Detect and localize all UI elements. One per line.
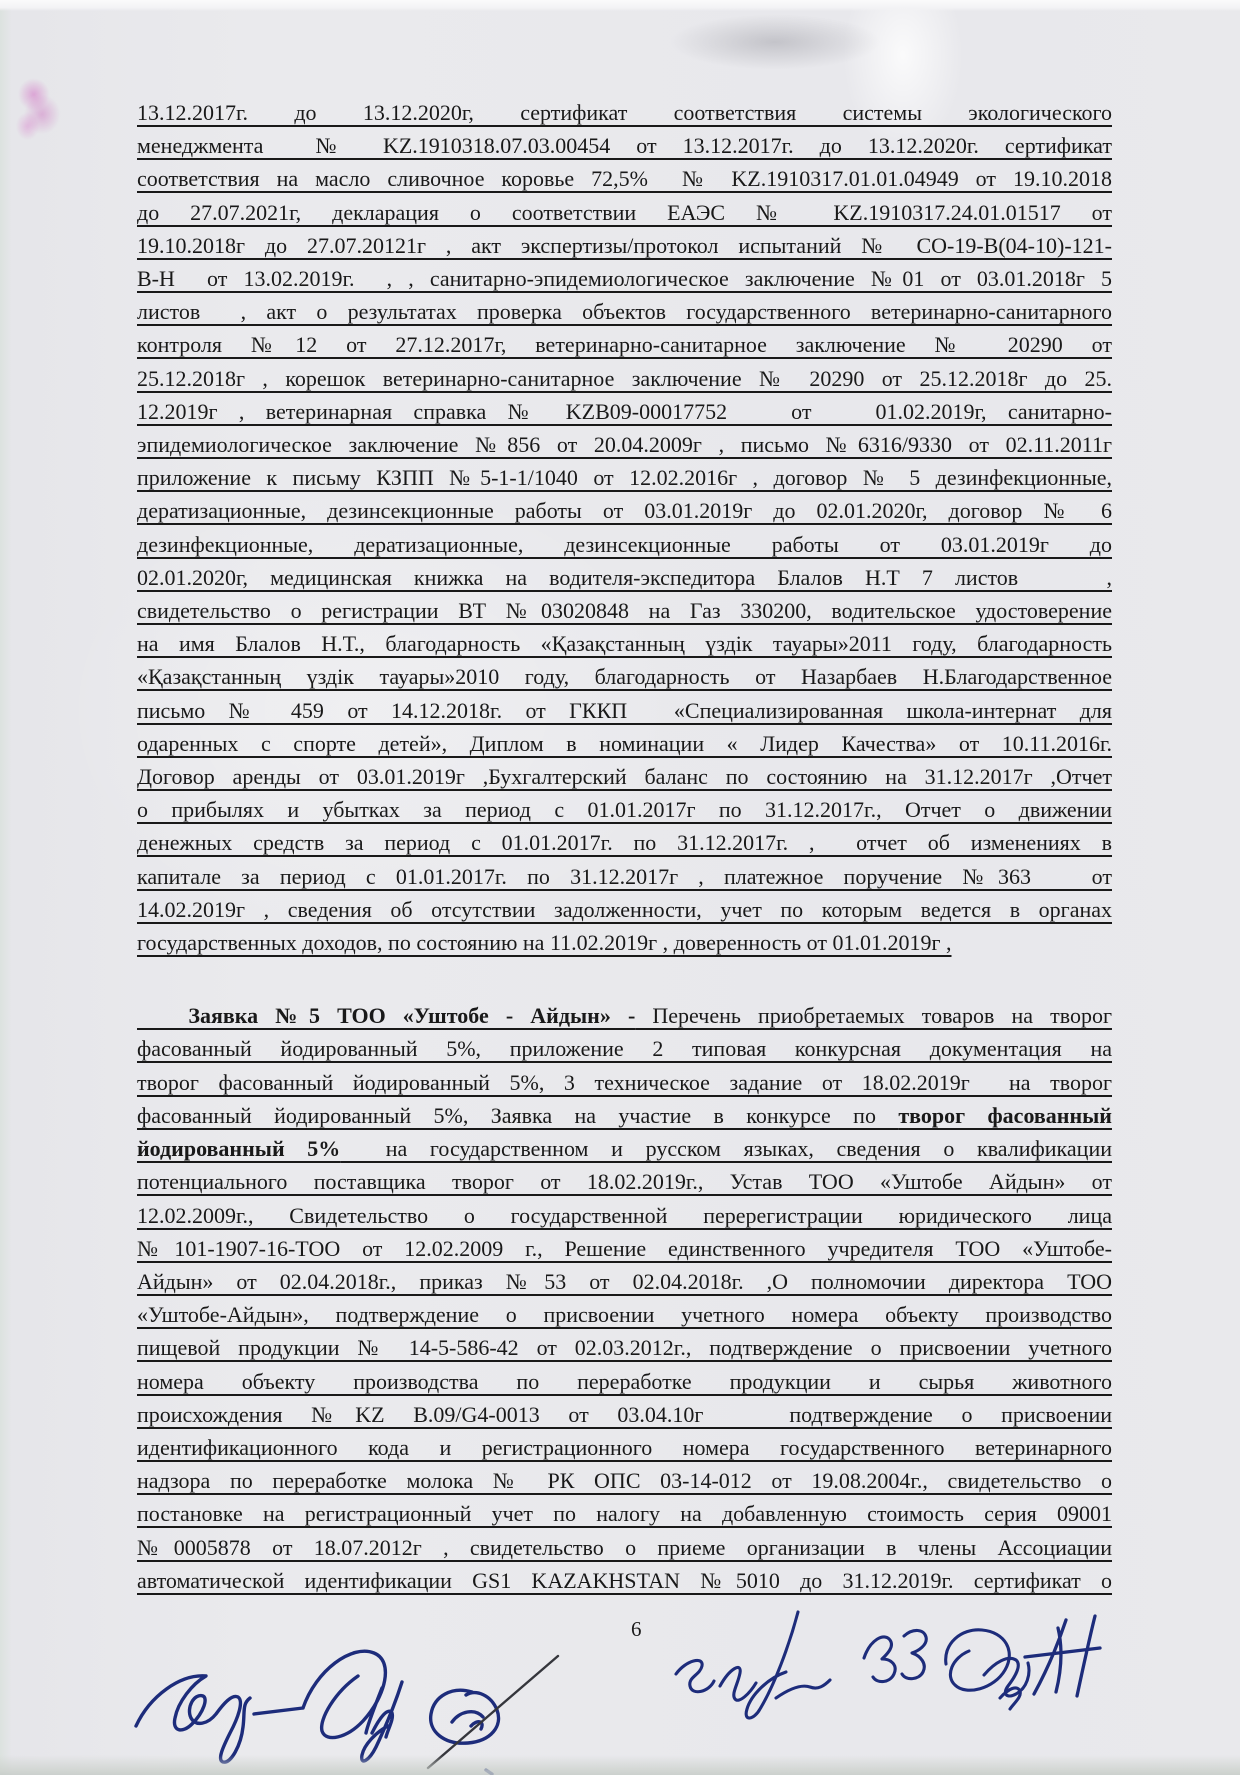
signature-stroke: [1025, 1616, 1100, 1696]
text-line: дератизационные, дезинсекционные работы от 03.01.2019г до 02.01.2020г, договор № 6: [137, 498, 1112, 524]
text-line: №101-1907-16-ТОО от 12.02.2009 г., Решение единственного учредителя ТОО «Уштобе-: [137, 1235, 1112, 1261]
text-line: идентификационного кода и регистрационного номера государственного ветеринарного: [137, 1434, 1112, 1460]
text-line: о прибылях и убытках за период с 01.01.2017г по 31.12.2017г., Отчет о движении: [137, 797, 1112, 823]
text-line: листов , акт о результатах проверка объектов государственного ветеринарно-санитарного: [137, 299, 1112, 325]
text-line: государственных доходов, по состоянию на 11.02.2019г , доверенность от 01.01.2019г ,: [137, 930, 952, 956]
text-line: письмо № 459 от 14.12.2018г. от ГККП «Специализированная школа-интернат для: [137, 697, 1112, 723]
signature-stroke: [676, 1660, 756, 1700]
text-line: номера объекту производства по переработке продукции и сырья животного: [137, 1368, 1112, 1394]
text-line: 13.12.2017г. до 13.12.2020г, сертификат соответствия системы экологического: [137, 100, 1112, 125]
text-line: капитале за период с 01.01.2017г. по 31.12.2017г , платежное поручение №363 от: [137, 863, 1112, 889]
text-line: происхождения №KZ В.09/G4-0013 от 03.04.10г подтверждение о присвоении: [137, 1401, 1112, 1427]
text-line: приложение к письму КЗПП №5-1-1/1040 от 12.02.2016г , договор № 5 дезинфекционные,: [137, 465, 1112, 491]
text-line: Заявка №5 ТОО «Уштобе - Айдын» - Перечень приобретаемых товаров на творог: [137, 1003, 1112, 1029]
text-line: пищевой продукции № 14-5-586-42 от 02.03.2012г., подтверждение о присвоении учетного: [137, 1335, 1112, 1361]
text-line: 02.01.2020г, медицинская книжка на водителя-экспедитора Блалов Н.Т 7 листов ,: [137, 564, 1112, 590]
signature-stroke: [946, 1630, 1029, 1709]
text-line: автоматической идентификации GS1 KAZAKHSTAN №5010 до 31.12.2019г. сертификат о: [137, 1567, 1112, 1593]
paragraph-zayavka-5-ushtobe-aydyn: [137, 999, 1112, 1597]
signature-stroke: [746, 1612, 830, 1718]
text-line: фасованный йодированный 5%, приложение 2 типовая конкурсная документация на: [137, 1036, 1112, 1062]
text-line: Айдын» от 02.04.2018г., приказ №53 от 02.04.2018г. ,О полномочии директора ТОО: [137, 1268, 1112, 1294]
text-line: йодированный 5% на государственном и русском языках, сведения о квалификации: [137, 1136, 1112, 1162]
text-line: денежных средств за период с 01.01.2017г. по 31.12.2017г. , отчет об изменениях в: [137, 830, 1112, 856]
text-line: эпидемиологическое заключение №856 от 20.04.2009г , письмо №6316/9330 от 02.11.2011г: [137, 432, 1112, 458]
scan-edge-top: [0, 0, 1240, 11]
paragraph-documents-list-continued: [137, 96, 1112, 959]
document-text-block: [137, 96, 1112, 1597]
text-line: менеджмента № KZ.1910318.07.03.00454 от 13.12.2017г. до 13.12.2020г. сертификат: [137, 133, 1112, 159]
text-line: Договор аренды от 03.01.2019г ,Бухгалтерский баланс по состоянию на 31.12.2017г ,Отчет: [137, 764, 1112, 790]
text-line: надзора по переработке молока № РК ОПС 03-14-012 от 19.08.2004г., свидетельство о: [137, 1468, 1112, 1494]
text-line: потенциального поставщика творог от 18.02.2019г., Устав ТОО «Уштобе Айдын» от: [137, 1169, 1112, 1195]
text-line: до 27.07.2021г, декларация о соответствии ЕАЭС № KZ.1910317.24.01.01517 от: [137, 199, 1112, 225]
text-line: В-Н от 13.02.2019г. , , санитарно-эпидемиологическое заключение №01 от 03.01.2018г 5: [137, 266, 1112, 292]
signature-cluster-right: [648, 1602, 1128, 1737]
text-line: «Қазақстанның үздік тауары»2010 году, благодарность от Назарбаев Н.Благодарственное: [137, 664, 1112, 690]
text-line: контроля №12 от 27.12.2017г, ветеринарно-санитарное заключение № 20290 от: [137, 332, 1112, 358]
text-line: фасованный йодированный 5%, Заявка на участие в конкурсе по творог фасованный: [137, 1102, 1112, 1128]
signature-stroke: [136, 1676, 250, 1762]
text-line: свидетельство о регистрации ВТ №03020848 на Газ 330200, водительское удостоверение: [137, 598, 1112, 624]
pen-line-stroke: [428, 1656, 558, 1768]
text-line: на имя Блалов Н.Т., благодарность «Қазақстанның үздік тауары»2011 году, благодарность: [137, 631, 1112, 657]
signature-stroke: [254, 1651, 402, 1761]
text-line: 12.2019г , ветеринарная справка № KZB09-00017752 от 01.02.2019г, санитарно-: [137, 398, 1112, 424]
text-line: «Уштобе-Айдын», подтверждение о присвоении учетного номера объекту производство: [137, 1302, 1112, 1328]
text-line: №0005878 от 18.07.2012г , свидетельство о приеме организации в члены Ассоциации: [137, 1534, 1112, 1560]
scan-edge-bottom: [0, 1755, 1240, 1775]
signature-stroke: [864, 1630, 926, 1681]
text-line: 14.02.2019г , сведения об отсутствии задолженности, учет по которым ведется в органах: [137, 896, 1112, 922]
text-line: соответствия на масло сливочное коровье 72,5% № KZ.1910317.01.01.04949 от 19.10.2018: [137, 166, 1112, 192]
text-line: творог фасованный йодированный 5%, 3 техническое задание от 18.02.2019г на творог: [137, 1069, 1112, 1095]
text-line: дезинфекционные, дератизационные, дезинсекционные работы от 03.01.2019г до: [137, 531, 1112, 557]
text-line: 25.12.2018г , корешок ветеринарно-санитарное заключение № 20290 от 25.12.2018г до 25.: [137, 365, 1112, 391]
text-line: 12.02.2009г., Свидетельство о государственной перерегистрации юридического лица: [137, 1202, 1112, 1228]
pink-ink-mark: [12, 76, 64, 142]
page-number: 6: [631, 1617, 642, 1641]
text-line: одаренных с спорте детей», Диплом в номинации « Лидер Качества» от 10.11.2016г.: [137, 730, 1112, 756]
text-line: постановке на регистрационный учет по налогу на добавленную стоимость серия 09001: [137, 1501, 1112, 1527]
text-line: 19.10.2018г до 27.07.20121г , акт экспертизы/протокол испытаний № СО-19-В(04-10)-121-: [137, 232, 1112, 258]
signature-cluster-left: [130, 1628, 580, 1775]
